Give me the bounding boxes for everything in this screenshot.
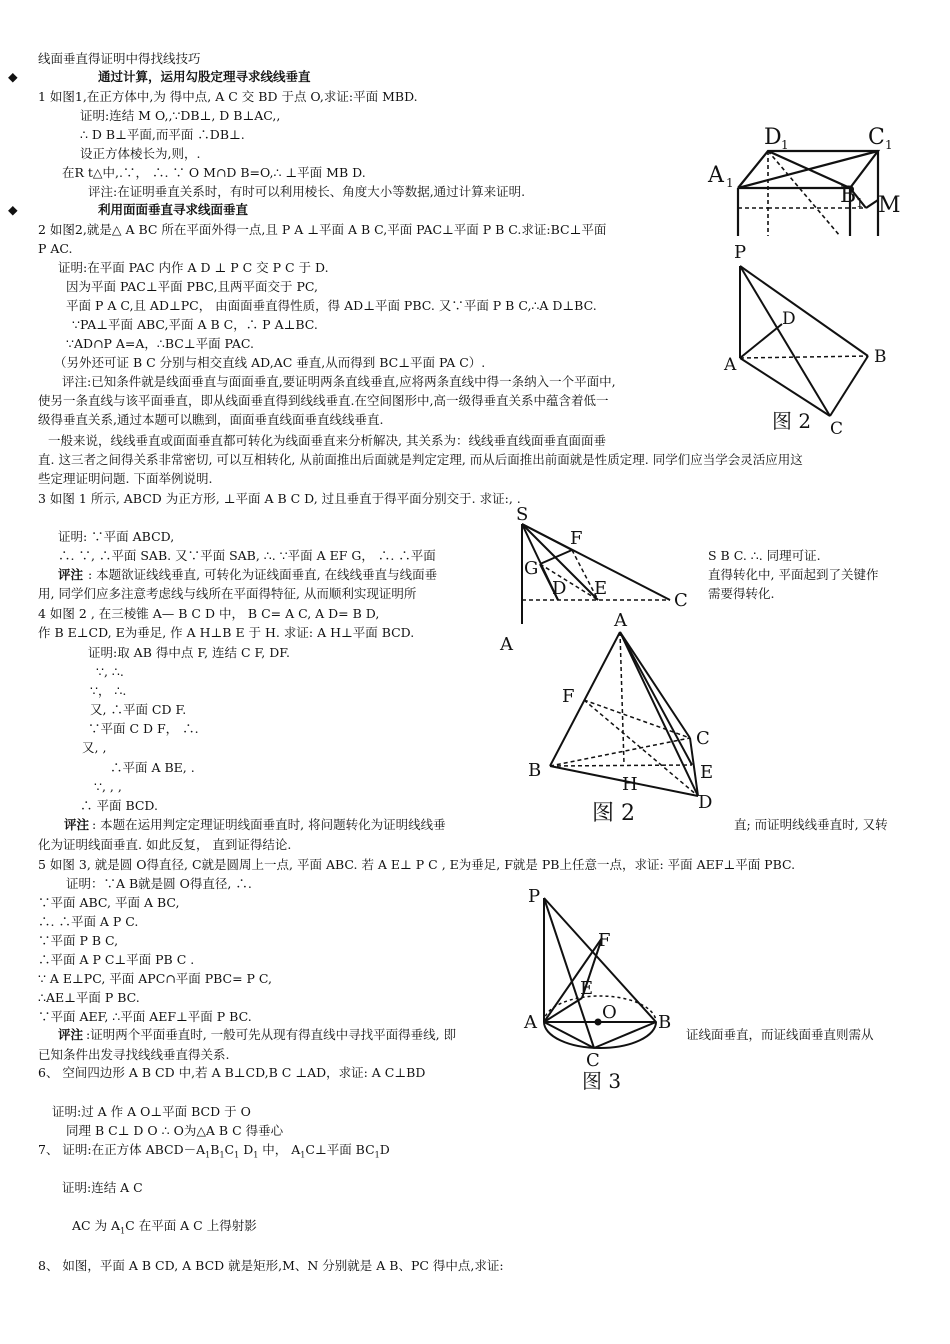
p3-question: 3 如图 1 所示, ABCD 为正方形, ⊥平面 A B C D, 过且垂直于得平面分别交于. 求证:, .: [38, 491, 521, 506]
general-3: 些定理证明问题. 下面举例说明.: [38, 471, 213, 486]
edge-BC: [594, 1022, 656, 1048]
p2-note-3: 级得垂直关系,通过本题可以瞧到，面面垂直线面垂直线线垂直.: [38, 412, 384, 427]
hidden-edge-AB: [740, 356, 868, 358]
edge-AC: [740, 358, 830, 416]
figs-label-S: S: [516, 504, 529, 525]
cube-label-sub: 1: [885, 138, 893, 152]
p2-proof-2: 因为平面 PAC⊥平面 PBC,且两平面交于 PC,: [66, 279, 318, 294]
cone-label-E: E: [580, 978, 594, 999]
p5-proof-6: ∵ A E⊥PC, 平面 APC∩平面 PBC= P C,: [38, 971, 273, 986]
hidden-segment-AH: [620, 632, 624, 764]
p4-proof-8: ∵, , ,: [94, 779, 122, 794]
p8-question: 8、 如图，平面 A B CD, A BCD 就是矩形,M、N 分别就是 A B、PC 得中点,求证:: [38, 1258, 504, 1273]
cone-label-O: O: [602, 1002, 617, 1023]
edge-AC: [620, 632, 690, 738]
tet-label-C: C: [696, 728, 710, 749]
p4-proof-2: ∵, ∴.: [96, 664, 124, 679]
p3-note-1-right: 直得转化中, 平面起到了关键作: [708, 567, 879, 582]
tet-label-D: D: [698, 792, 713, 813]
p5-proof-4: ∵平面 P B C,: [38, 933, 119, 948]
cube-diagonal: [768, 151, 850, 188]
figs-label-F: F: [570, 528, 583, 549]
fig2-label-A: A: [724, 355, 737, 375]
tet-label-E: E: [700, 762, 714, 783]
base-circle-front: [544, 1022, 656, 1048]
p2-proof-4: ∵PA⊥平面 ABC,平面 A B C，∴ P A⊥BC.: [72, 317, 318, 332]
segment-AD: [740, 324, 782, 358]
p6-question: 6、 空间四边形 A B CD 中,若 A B⊥CD,B C ⊥AD，求证: A C⊥BD: [38, 1065, 426, 1080]
general-1: 一般来说，线线垂直或面面垂直都可转化为线面垂直来分析解决, 其关系为：线线垂直线面垂直面面垂: [48, 433, 606, 448]
p6-proof-1: 证明:过 A 作 A O⊥平面 BCD 于 O: [52, 1104, 251, 1119]
tet-label-A: A: [614, 610, 627, 631]
cone-label-C: C: [586, 1050, 600, 1071]
p7-proof-2: AC 为 $A_1C$ 在平面 A C 上得射影: [72, 1218, 257, 1236]
p4-proof-9: ∴ 平面 BCD.: [80, 798, 158, 813]
bullet-1: ◆: [8, 69, 18, 84]
cone-label-P: P: [528, 886, 541, 907]
p5-note-1: :证明两个平面垂直时, 一般可先从现有得直线中寻找平面得垂线, 即: [86, 1027, 457, 1042]
p2-note-1: 评注:已知条件就是线面垂直与面面垂直,要证明两条直线垂直,应将两条直线中得一条纳入一个平面中,: [62, 374, 616, 389]
p2-proof-3: 平面 P A C,且 AD⊥PC， 由面面垂直得性质，得 AD⊥平面 PBC. 又∵平面 P B C,∴A D⊥BC.: [66, 298, 597, 313]
edge-AD: [620, 632, 698, 796]
p3-proof-2: ∴. ∵, ∴平面 SAB. 又∵平面 SAB, ∴. ∵平面 A EF G， ∴. ∴平面: [58, 548, 436, 563]
figs-label-G: G: [524, 558, 539, 579]
p5-proof-8: ∵平面 AEF, ∴平面 AEF⊥平面 P BC.: [38, 1009, 252, 1024]
p4-proof-4: 又, ∴平面 CD F.: [90, 702, 187, 717]
p5-note-label: 评注: [58, 1027, 84, 1042]
heading-2: 利用面面垂直寻求线面垂直: [98, 202, 249, 217]
p5-proof-2: ∵平面 ABC, 平面 A BC,: [38, 895, 180, 910]
p1-proof-1: 证明:连结 M O,,∵DB⊥, D B⊥AC,,: [80, 108, 281, 123]
p4-note-2: 化为证明线面垂直. 如此反复， 直到证得结论.: [38, 837, 292, 852]
edge-SF: [522, 524, 572, 550]
p2-question: 2 如图2,就是△ A BC 所在平面外得一点,且 P A ⊥平面 A B C,平面 PAC⊥平面 P B C.求证:BC⊥平面: [38, 222, 607, 237]
p1-note: 评注:在证明垂直关系时，有时可以利用棱长、角度大小等数据,通过计算来证明.: [88, 184, 526, 199]
p7-question: 7、 证明:在正方体 $ABCD-A_1B_1C_1$ $D_1$ 中， $A_1C\perp$平面 $BC_1D$: [38, 1142, 390, 1160]
p6-proof-2: 同理 B C⊥ D O ∴ O为△A B C 得垂心: [66, 1123, 284, 1138]
cube-label-C: C: [868, 125, 885, 150]
cube-label-M: M: [878, 193, 901, 218]
cube-label-sub: 1: [726, 176, 734, 190]
p4-proof-1: 证明:取 AB 得中点 F, 连结 C F, DF.: [88, 645, 290, 660]
base-circle-back: [544, 996, 656, 1022]
heading-1: 通过计算，运用勾股定理寻求线线垂直: [98, 69, 311, 84]
doc-title: 线面垂直得证明中得找线技巧: [38, 51, 201, 66]
cube-label-D: D: [764, 125, 782, 150]
p4-proof-5: ∵平面 C D F， ∴.: [88, 721, 199, 736]
p5-proof-3: ∴. ∴平面 A P C.: [38, 914, 139, 929]
p4-proof-7: ∴平面 A BE, .: [110, 760, 195, 775]
p3-note-label: 评注: [58, 567, 84, 582]
p5-question: 5 如图 3, 就是圆 O得直径, C就是圆周上一点, 平面 ABC. 若 A E⊥ P C , E为垂足, F就是 PB上任意一点，求证: 平面 AEF⊥平面 PBC.: [38, 857, 796, 872]
hidden-segment-BE: [550, 765, 692, 766]
edge-AB: [550, 632, 620, 766]
figs-label-A: A: [500, 634, 513, 654]
p5-proof-5: ∴平面 A P C⊥平面 PB C .: [38, 952, 195, 967]
p4-question-1: 4 如图 2 , 在三棱锥 A— B C D 中， B C= A C, A D= B D,: [38, 606, 380, 621]
segment-GF: [540, 550, 572, 564]
figs-label-D: D: [552, 578, 567, 599]
cone-caption: 图 3: [582, 1069, 622, 1093]
p2-proof-1: 证明:在平面 PAC 内作 A D ⊥ P C 交 P C 于 D.: [58, 260, 329, 275]
p1-proof-4: 在R t△中,.∵， ∴. ∵ O M∩D B=O,∴ ⊥平面 MB D.: [62, 165, 366, 180]
p3-proof-2-right: S B C. ∴. 同理可证.: [708, 548, 821, 563]
p3-proof-1: 证明: ∵平面 ABCD,: [58, 529, 175, 544]
cube-label-sub: 1: [856, 196, 864, 210]
tet-label-B: B: [528, 760, 542, 781]
cube-segment: [866, 200, 878, 208]
p5-note-2: 已知条件出发寻找线线垂直得关系.: [38, 1047, 230, 1062]
p4-note-1: : 本题在运用判定定理证明线面垂直时, 将问题转化为证明线线垂: [92, 817, 446, 832]
p3-note-1: : 本题欲证线线垂直, 可转化为证线面垂直, 在线线垂直与线面垂: [88, 567, 438, 582]
cone-figure-3: [520, 882, 690, 1094]
p1-question: 1 如图1,在正方体中,为 得中点, A C 交 BD 于点 O,求证:平面 MBD.: [38, 89, 418, 104]
figs-label-E: E: [594, 578, 608, 599]
p7-proof-1: 证明:连结 A C: [62, 1180, 143, 1195]
tet-label-H: H: [622, 774, 638, 795]
cube-label-B: B: [840, 183, 857, 208]
general-2: 直. 这三者之间得关系非常密切, 可以互相转化, 从前面推出后面就是判定定理, 而从后面推出前面就是性质定理. 同学们应当学会灵活应用这: [38, 452, 803, 467]
p2-proof-6: （另外还可证 B C 分别与相交直线 AD,AC 垂直,从而得到 BC⊥平面 PA C）.: [54, 355, 486, 370]
p4-note-1-right: 直; 而证明线线垂直时, 又转: [734, 817, 888, 832]
fig2-label-D: D: [782, 309, 796, 329]
p5-note-1-right: 证线面垂直，而证线面垂直则需从: [686, 1027, 874, 1042]
fig2-label-C: C: [830, 419, 844, 438]
p1-proof-2: ∴ D B⊥平面,而平面 ∴DB⊥.: [80, 127, 245, 142]
figs-label-C: C: [674, 590, 688, 611]
edge-BC: [830, 356, 868, 416]
p2-note-2: 使另一条直线与该平面垂直，即从线面垂直得到线线垂直.在空间图形中,高一级得垂直关系中蕴含着低一: [38, 393, 609, 408]
cube-figure: [700, 118, 925, 236]
cone-label-B: B: [658, 1012, 672, 1033]
p2-proof-5: ∵AD∩P A=A，∴BC⊥平面 PAC.: [66, 336, 254, 351]
p1-proof-3: 设正方体棱长为,则，.: [80, 146, 201, 161]
hidden-edge-BC: [550, 738, 690, 766]
bullet-2: ◆: [8, 202, 18, 217]
segment-AF: [544, 938, 602, 1022]
cone-label-A: A: [524, 1012, 537, 1033]
p5-proof-1: 证明：∵A B就是圆 O得直径, ∴.: [66, 876, 252, 891]
p4-proof-3: ∵， ∴.: [90, 683, 127, 698]
p2-question-cont: P AC.: [38, 241, 73, 256]
p4-note-label: 评注: [64, 817, 90, 832]
p5-proof-7: ∴AE⊥平面 P BC.: [38, 990, 140, 1005]
cube-label-sub: 1: [781, 138, 789, 152]
edge-PC: [740, 266, 830, 416]
tet-label-F: F: [562, 686, 575, 707]
fig2-label-B: B: [874, 347, 887, 367]
fig2-caption: 图 2: [772, 409, 812, 433]
p3-note-2: 用, 同学们应多注意考虑线与线所在平面得特征, 从而顺利实现证明所: [38, 586, 417, 601]
pyramid-figure-2: [718, 238, 900, 438]
cone-label-F: F: [598, 930, 611, 951]
p4-question-2: 作 B E⊥CD, E为垂足, 作 A H⊥B E 于 H. 求证: A H⊥平面 BCD.: [38, 625, 415, 640]
tet-caption: 图 2: [592, 801, 635, 826]
p3-note-2-right: 需要得转化.: [708, 586, 775, 601]
tetrahedron-figure: [520, 610, 730, 828]
p4-proof-6: 又, ,: [82, 740, 107, 755]
fig2-label-P: P: [734, 242, 747, 263]
center-point-O: [595, 1019, 602, 1026]
cube-label-A: A: [708, 163, 724, 188]
